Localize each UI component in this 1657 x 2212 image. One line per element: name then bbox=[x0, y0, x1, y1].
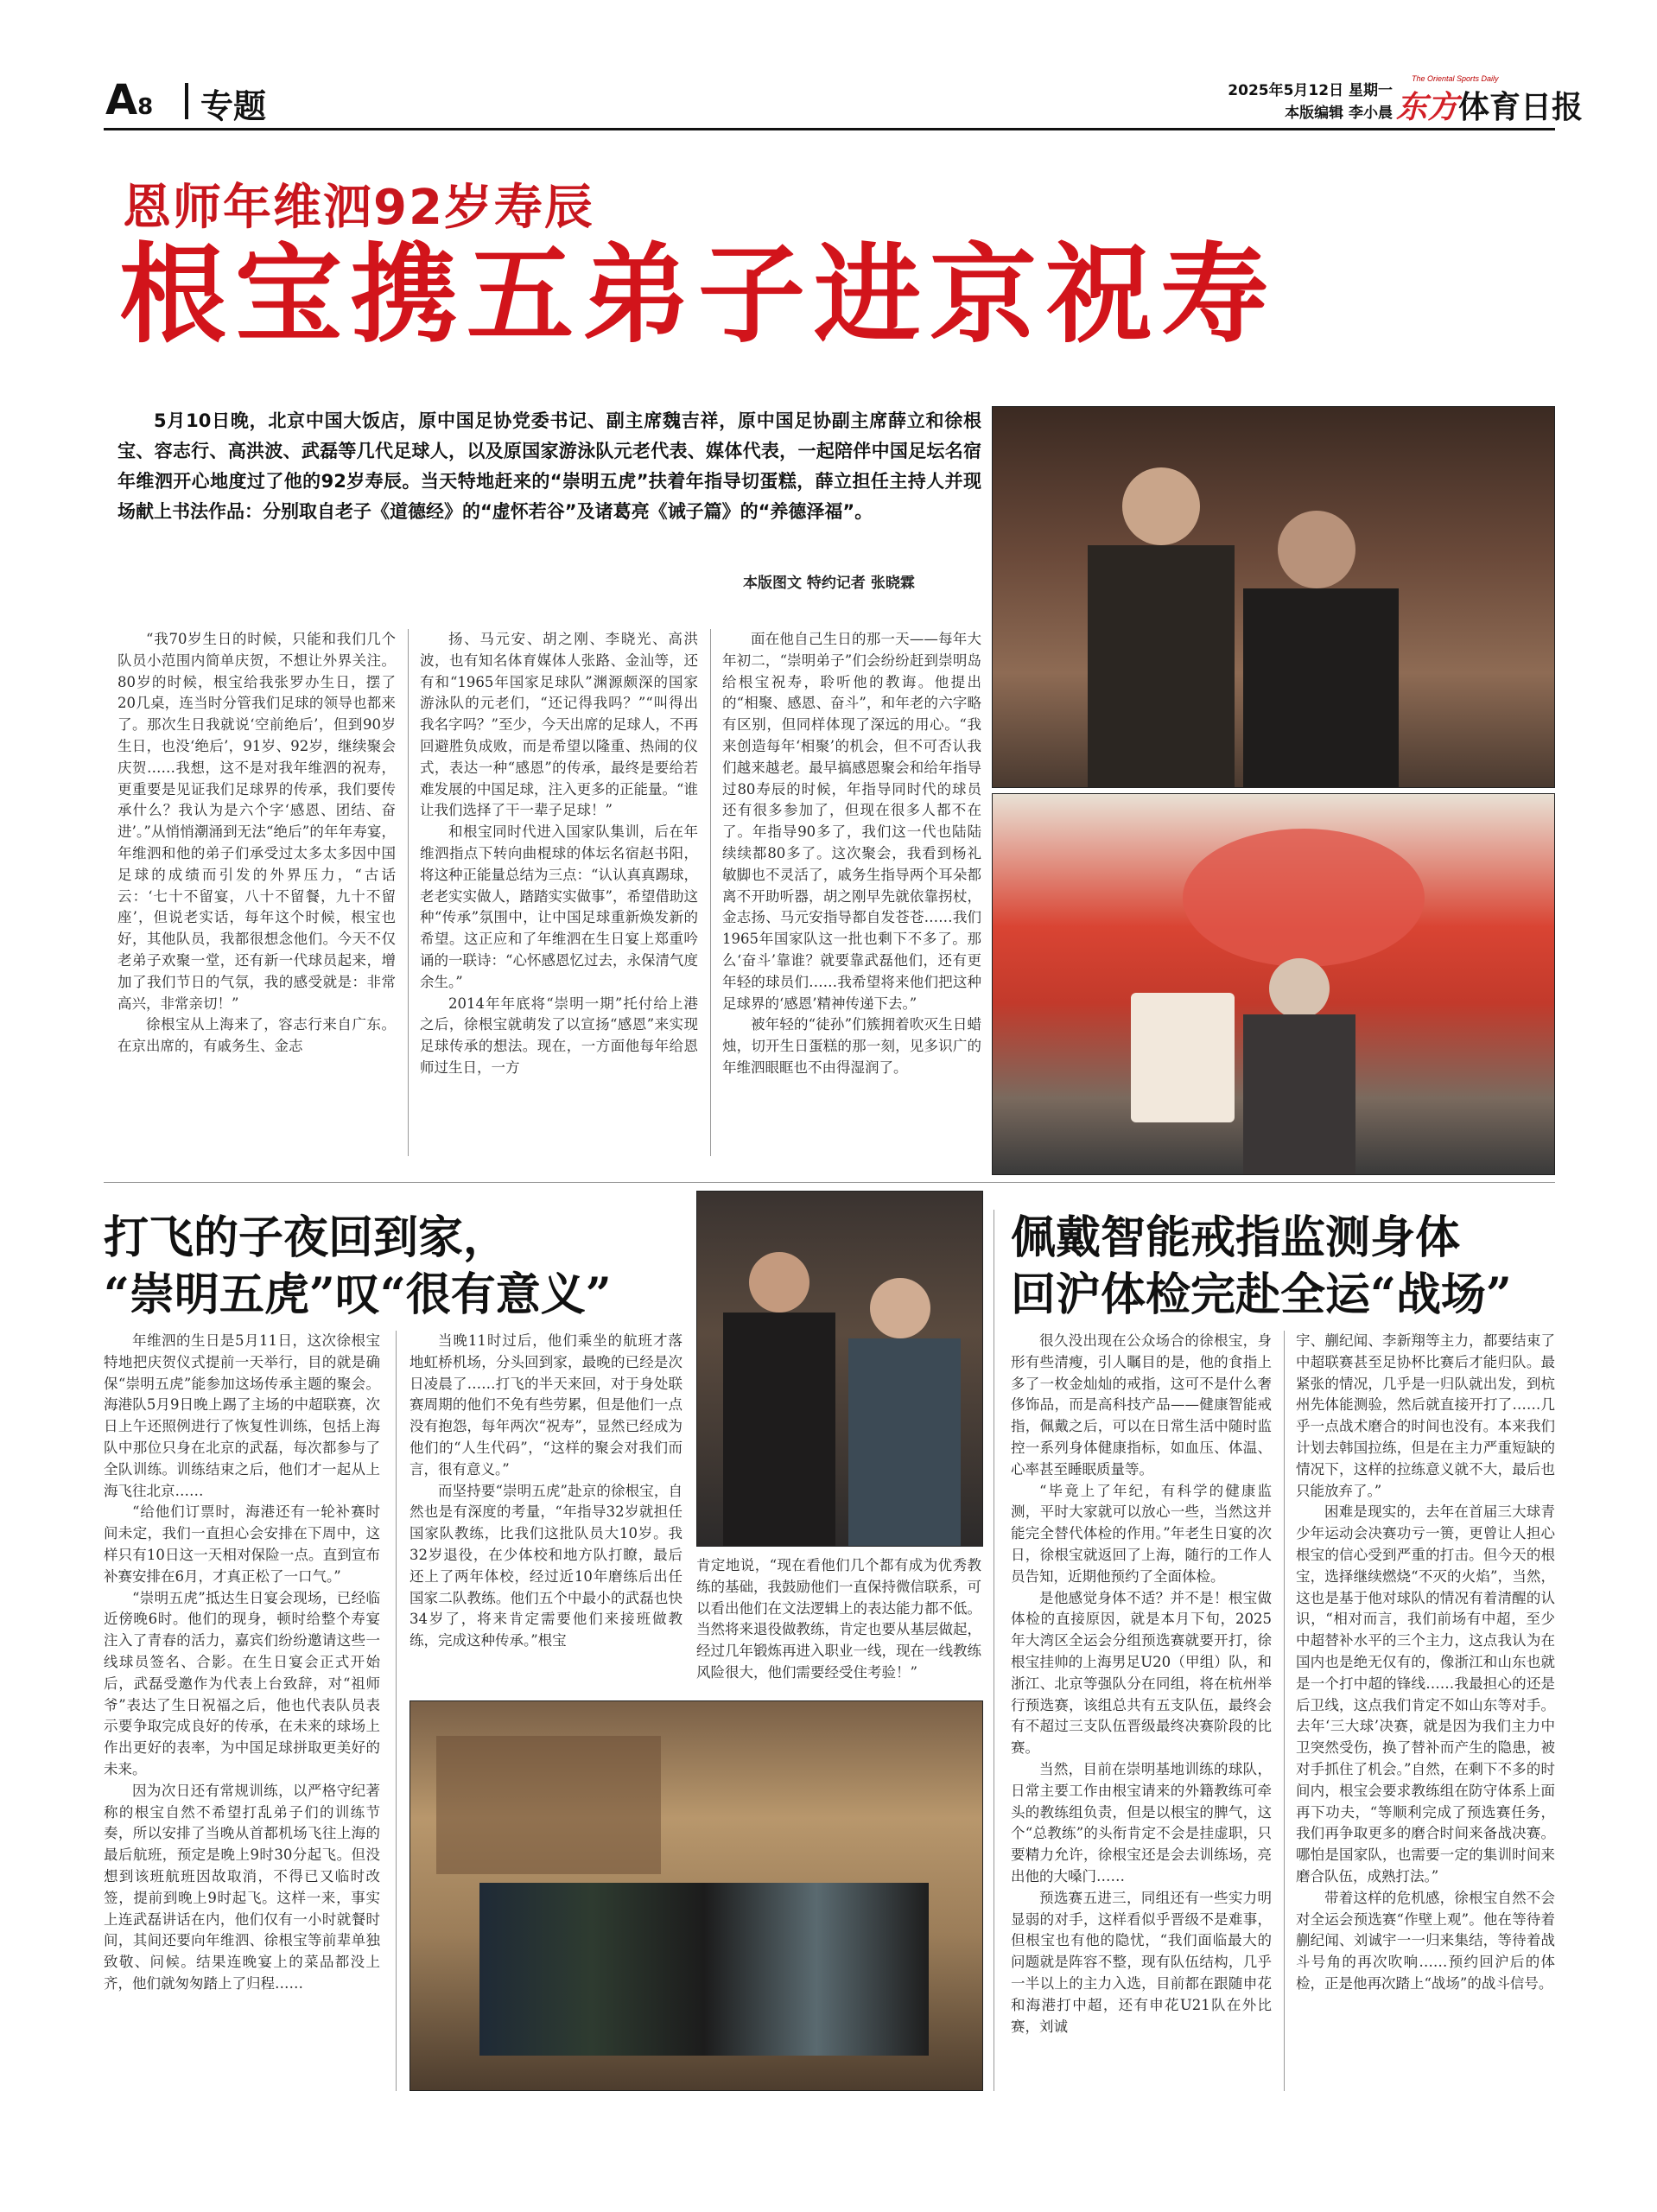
banner-circle bbox=[1183, 829, 1425, 967]
portrait-body bbox=[1243, 588, 1399, 787]
paragraph: 当晚11时过后，他们乘坐的航班才落地虹桥机场，分头回到家，最晚的已经是次日凌晨了……打飞的半天来回，对于身处联赛周期的他们不免有些劳累，但是他们一点没有抱怨，每年两次“祝寿”，显然已经成为他们的“人生代码”，“这样的聚会对我们而言，很有意义。” bbox=[409, 1332, 682, 1478]
wall-painting bbox=[436, 1736, 661, 1874]
story3-column-2 bbox=[1296, 1331, 1555, 2091]
page-letter: A bbox=[105, 76, 138, 124]
lead-byline: 本版图文 特约记者 张晓霖 bbox=[743, 575, 915, 592]
paragraph: “给他们订票时，海港还有一轮补赛时间未定，我们一直担心会安排在下周中，这样只有10日这一天相对保险一点。直到宣布补赛安排在6月，才真正松了一口气。” bbox=[104, 1503, 380, 1585]
paragraph: 宇、蒯纪闻、李新翔等主力，都要结束了中超联赛甚至足协杯比赛后才能归队。最紧张的情况，几乎是一归队就出发，到杭州先体能测验，然后就直接开打了……几乎一点战术磨合的时间也没有。本来我们计划去韩国拉练，但是在主力严重短缺的情况下，这样的拉练意义就不大，最后也只能放弃了。” bbox=[1296, 1332, 1555, 1499]
story3-column-1 bbox=[1011, 1331, 1272, 2091]
paragraph: 肯定地说，“现在看他们几个都有成为优秀教练的基础，我鼓励他们一直保持微信联系，可以看出他们在文法逻辑上的表达能力都不低。当然将来退役做教练，肯定也要从基层做起，经过几年锻炼再进入职业一线，现在一线教练风险很大，他们需要经受住考验！” bbox=[696, 1557, 981, 1681]
photo-nian-weisi-arrival bbox=[992, 406, 1555, 788]
section-name: 专题 bbox=[200, 87, 267, 125]
column-rule bbox=[396, 1331, 397, 2091]
brand-prefix: 东方 bbox=[1396, 89, 1459, 125]
paragraph: 因为次日还有常规训练，以严格守纪著称的根宝自然不希望打乱弟子们的训练节奏，所以安排了当晚从首都机场飞往上海的最后航班，预定是晚上9时30分起飞。但没想到该班航班因故取消，不得已又临时改签，提前到晚上9时起飞。这样一来，事实上连武磊讲话在内，他们仅有一小时就餐时间，其间还要向年维泗、徐根宝等前辈单独致敬、问候。结果连晚宴上的菜品都没上齐，他们就匆匆踏上了归程…… bbox=[104, 1782, 380, 1992]
lead-kicker: 恩师年维泗92岁寿辰 bbox=[123, 180, 594, 236]
lead-column-1 bbox=[117, 629, 396, 1156]
headline-line: 佩戴智能戒指监测身体 bbox=[1011, 1211, 1461, 1264]
story2-column-3 bbox=[696, 1555, 981, 1685]
portrait-body bbox=[723, 1313, 835, 1546]
paragraph: “我70岁生日的时候，只能和我们几个队员小范围内简单庆贺，不想让外界关注。80岁的时候，根宝给我张罗办生日，摆了20几桌，连当时分管我们足球的领导也都来了。那次生日我就说‘空前绝后’，但到90岁生日，也没‘绝后’，91岁、92岁，继续聚会庆贺……我想，这不是对我年维泗的祝寿，更重要是见证我们足球界的传承，我们要传承什么？我认为是六个字‘感恩、团结、奋进’。”从悄悄潮涌到无法“绝后”的年年寿宴，年维泗和他的弟子们承受过太多太多因中国足球的成绩而引发的外界压力，“古话云：‘七十不留宴，八十不留餐，九十不留座’，但说老实话，每年这个时候，根宝也好，其他队员，我都很想念他们。今天不仅老弟子欢聚一堂，还有新一代球员起来，增加了我们节日的气氛，我的感受就是：非常高兴，非常亲切！” bbox=[117, 631, 396, 1012]
paragraph: 带着这样的危机感，徐根宝自然不会对全运会预选赛“作壁上观”。他在等待着蒯纪闻、刘诚宇一一归来集结，等待着战斗号角的再次吹响……预约回沪后的体检，正是他再次踏上“战场”的战斗信号。 bbox=[1296, 1889, 1555, 1992]
headline-line: 回沪体检完赴全运“战场” bbox=[1011, 1268, 1512, 1321]
portrait-body bbox=[1088, 545, 1235, 787]
dateline bbox=[1192, 79, 1393, 124]
lead-lede: 5月10日晚，北京中国大饭店，原中国足协党委书记、副主席魏吉祥，原中国足协副主席薛立和徐根宝、容志行、高洪波、武磊等几代足球人，以及原国家游泳队元老代表、媒体代表，一起陪伴中国足坛名宿年维泗开心地度过了他的92岁寿辰。当天特地赶来的“崇明五虎”扶着年指导切蛋糕，薛立担任主持人并现场献上书法作品：分别取自老子《道德经》的“虚怀若谷”及诸葛亮《诫子篇》的“养德泽福”。 bbox=[117, 410, 981, 522]
portrait-body bbox=[848, 1338, 961, 1546]
portrait-head bbox=[749, 1252, 809, 1313]
story3-headline bbox=[1011, 1210, 1555, 1324]
photo-xu-genbao-nian-weisi bbox=[696, 1191, 983, 1547]
column-rule bbox=[710, 629, 711, 1156]
headline-line: “崇明五虎”叹“很有意义” bbox=[104, 1268, 612, 1321]
birthday-cake bbox=[1131, 993, 1235, 1122]
portrait-head bbox=[1122, 467, 1200, 545]
portrait-head bbox=[1278, 511, 1355, 588]
page-number bbox=[105, 76, 153, 124]
paragraph: 困难是现实的，去年在首届三大球青少年运动会决赛功亏一篑，更曾让人担心根宝的信心受到严重的打击。但今天的根宝，选择继续燃烧“不灭的火焰”，当然，这也是基于他对球队的情况有着清醒的认识，“相对而言，我们前场有中超，至少中超替补水平的三个主力，这点我认为在国内也是绝无仅有的，像浙江和山东也就是一个打中超的锋线……我最担心的还是后卫线，这点我们肯定不如山东等对手。去年‘三大球’决赛，就是因为我们主力中卫突然受伤，换了替补而产生的隐患，被对手抓住了机会。”自然，在剩下不多的时间内，根宝会要求教练组在防守体系上面再下功夫，“等顺利完成了预选赛任务，我们再争取更多的磨合时间来备战决赛。哪怕是国家队，也需要一定的集训时间来磨合队伍，成熟打法。” bbox=[1296, 1503, 1555, 1885]
paragraph: 预选赛五进三，同组还有一些实力明显弱的对手，这样看似乎晋级不是难事，但根宝也有他的隐忧，“我们面临最大的问题就是阵容不整，现有队伍结构，几乎一半以上的主力入选，目前都在跟随申花和海港打中超，还有申花U21队在外比赛，刘诚 bbox=[1011, 1889, 1272, 2035]
lead-headline: 根宝携五弟子进京祝寿 bbox=[119, 232, 1278, 358]
paragraph: 年维泗的生日是5月11日，这次徐根宝特地把庆贺仪式提前一天举行，目的就是确保“崇明五虎”能参加这场传承主题的聚会。海港队5月9日晚上踢了主场的中超联赛，次日上午还照例进行了恢复性训练，包括上海队中那位只身在北京的武磊，每次都参与了全队训练。训练结束之后，他们才一起从上海飞往北京…… bbox=[104, 1332, 380, 1499]
paragraph: 和根宝同时代进入国家队集训，后在年维泗指点下转向曲棍球的体坛名宿赵书阳，将这种正能量总结为三点：“认认真真踢球，老老实实做人，踏踏实实做事”，希望借助这种“传承”氛围中，让中国足球重新焕发新的希望。这正应和了年维泗在生日宴上郑重吟诵的一联诗：“心怀感恩忆过去，永保清气度余生。” bbox=[420, 823, 698, 990]
portrait-head bbox=[1269, 958, 1330, 1019]
paragraph: 2014年年底将“崇明一期”托付给上港之后，徐根宝就萌发了以宣扬“感恩”来实现足球传承的想法。现在，一方面他每年给恩师过生日，一方 bbox=[420, 995, 698, 1076]
brand-english: The Oriental Sports Daily bbox=[1412, 74, 1499, 83]
column-rule bbox=[1284, 1331, 1285, 2091]
group-of-people bbox=[479, 1883, 929, 2056]
page-editor: 本版编辑 李小晨 bbox=[1285, 105, 1393, 122]
paragraph: “崇明五虎”抵达生日宴会现场，已经临近傍晚6时。他们的现身，顿时给整个寿宴注入了青春的活力，嘉宾们纷纷邀请这些一线球员签名、合影。在生日宴会正式开始后，武磊受邀作为代表上台致辞，对“祖师爷”表达了生日祝福之后，他也代表队员表示要争取完成良好的传承，在未来的球场上作出更好的表率，为中国足球拼取更美好的未来。 bbox=[104, 1589, 380, 1777]
photo-group-portrait bbox=[409, 1700, 983, 2091]
column-rule bbox=[408, 629, 409, 1156]
paragraph: 很久没出现在公众场合的徐根宝，身形有些清瘦，引人瞩目的是，他的食指上多了一枚金灿灿的戒指，这可不是什么奢侈饰品，而是高科技产品——健康智能戒指，佩戴之后，可以在日常生活中随时监控一系列身体健康指标，如血压、体温、心率甚至睡眠质量等。 bbox=[1011, 1332, 1272, 1478]
masthead-divider bbox=[185, 83, 188, 119]
issue-date: 2025年5月12日 星期一 bbox=[1228, 82, 1393, 99]
paragraph: 而坚持要“崇明五虎”赴京的徐根宝，自然也是有深度的考量，“年指导32岁就担任国家队教练，比我们这批队员大10岁。我32岁退役，在少体校和地方队打瞭，最后还上了两年体校，经过近10年磨练后出任国家二队教练。他们五个中最小的武磊也快34岁了，将来肯定需要他们来接班做教练，完成这种传承。”根宝 bbox=[409, 1482, 682, 1649]
section-rule bbox=[104, 1182, 1555, 1183]
page-digit: 8 bbox=[137, 94, 154, 120]
newspaper-logo bbox=[1396, 83, 1583, 127]
portrait-head bbox=[870, 1278, 930, 1338]
photo-cake-cutting bbox=[992, 793, 1555, 1175]
paragraph: 是他感觉身体不适？并不是！根宝做体检的直接原因，就是本月下旬，2025年大湾区全运会分组预选赛就要开打，徐根宝挂帅的上海男足U20（甲组）队，和浙江、北京等强队分在同组，将在杭州举行预选赛，该组总共有五支队伍，最终会有不超过三支队伍晋级最终决赛阶段的比赛。 bbox=[1011, 1589, 1272, 1757]
story2-column-2 bbox=[409, 1331, 682, 1685]
paragraph: 被年轻的“徒孙”们簇拥着吹灭生日蜡烛，切开生日蛋糕的那一刻，见多识广的年维泗眼眶也不由得湿润了。 bbox=[722, 1016, 981, 1076]
paragraph: 扬、马元安、胡之刚、李晓光、高洪波，也有知名体育媒体人张路、金汕等，还有和“1965年国家足球队”渊源颇深的国家游泳队的元老们，“还记得我吗？”“叫得出我名字吗？”至少，今天出席的足球人，不再回避胜负成败，而是希望以隆重、热闹的仪式，表达一种“感恩”的传承，最终是要给若难发展的中国足球，注入更多的正能量。“谁让我们选择了干一辈子足球！” bbox=[420, 631, 698, 819]
portrait-body bbox=[1243, 1014, 1355, 1174]
paragraph: 面在他自己生日的那一天——每年大年初二，“崇明弟子”们会纷纷赶到崇明岛给根宝祝寿，聆听他的教诲。他提出的“相聚、感恩、奋斗”，和年老的六字略有区别，但同样体现了深远的用心。“我来创造每年‘相聚’的机会，但不可否认我们越来越老。最早搞感恩聚会和给年指导过80寿辰的时候，年指导同时代的球员还有很多参加了，但现在很多人都不在了。年指导90多了，我们这一代也陆陆续续都80多了。这次聚会，我看到杨礼敏脚也不灵活了，戚务生指导两个耳朵都离不开助听器，胡之刚早先就依靠拐杖，金志扬、马元安指导都自发苍苍……我们1965年国家队这一批也剩下不多了。那么‘奋斗’靠谁？就要靠武磊他们，还有更年轻的球员们……我希望将来他们把这种足球界的‘感恩’精神传递下去。” bbox=[722, 631, 981, 1012]
story2-column-1 bbox=[104, 1331, 380, 2091]
paragraph: 当然，目前在崇明基地训练的球队，日常主要工作由根宝请来的外籍教练可牵头的教练组负责，但是以根宝的脾气，这个“总教练”的头衔肯定不会是挂虚职，只要精力允许，徐根宝还是会去训练场，亮出他的大嗓门…… bbox=[1011, 1760, 1272, 1885]
brand-name: 体育日报 bbox=[1458, 89, 1584, 125]
paragraph: 徐根宝从上海来了，容志行来自广东。在京出席的，有戚务生、金志 bbox=[117, 1016, 396, 1055]
lead-column-2 bbox=[420, 629, 698, 1156]
lead-column-3 bbox=[722, 629, 981, 1156]
headline-line: 打飞的子夜回到家， bbox=[104, 1211, 509, 1264]
masthead-rule bbox=[104, 128, 1555, 130]
story2-headline bbox=[104, 1210, 691, 1324]
paragraph: “毕竟上了年纪，有科学的健康监测，平时大家就可以放心一些，当然这并能完全替代体检的作用。”年老生日宴的次日，徐根宝就返回了上海，随行的工作人员告知，近期他预约了全面体检。 bbox=[1011, 1482, 1272, 1585]
